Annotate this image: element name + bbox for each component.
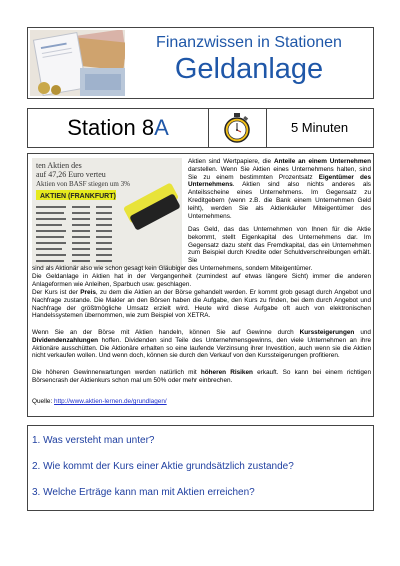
paragraph-2: Das Geld, das das Unternehmen von Ihnen für die Aktie bekommt, stellt Eigenkapital des Unternehmens dar. Im Gegensatz dazu steht das Fremdkapital, das ein Unternehmen zum Beispiel durch Kredite oder Schuldverschreibungen erhält. Sie — [188, 226, 371, 265]
reading-text-box — [27, 153, 374, 417]
source-link[interactable]: http://www.aktien-lernen.de/grundlagen/ — [54, 398, 167, 405]
paragraph-4: Der Kurs ist der Preis, zu dem die Aktien an der Börse gehandelt werden. Er kommt grob gesagt durch Angebot und Nachfrage zustande. Die Makler an den Börsen haben die Aufgabe, den Kurs zu finden, bei dem durch Angebot und Nachfrage der größtmögliche Umsatz erzielt wird. Heute wird diese Aufgabe oft auch von elektronischen Handelssystemen übernommen, wie zum Beispiel von XETRA. — [32, 289, 371, 320]
source-label: Quelle: — [32, 398, 55, 405]
station-bar — [27, 108, 374, 148]
stock-newspaper-photo — [32, 158, 182, 268]
stopwatch-icon — [208, 109, 266, 147]
station-label — [28, 109, 209, 147]
question-3: 3. Welche Erträge kann man mit Aktien erreichen? — [32, 487, 255, 498]
station-letter: A — [154, 115, 169, 140]
header-money-image — [30, 30, 125, 96]
photo-line-2: auf 47,26 Euro verteu — [36, 170, 106, 179]
source-line — [32, 398, 167, 405]
photo-line-3: Aktien von BASF stiegen um 3% — [36, 180, 130, 188]
paragraph-6: Die höheren Gewinnerwartungen werden natürlich mit höheren Risiken erkauft. So kann bei einem richtigen Börsencrash der Aktienkurs schon mal um 50% oder mehr einbrechen. — [32, 369, 371, 384]
paragraph-3: Die Geldanlage in Aktien hat in der Vergangenheit (zumindest auf etwas längere Sicht) immer die anderen Anlageformen wie Anleihen, Sparbuch usw. geschlagen. — [32, 273, 371, 288]
page-title: Geldanlage — [174, 53, 324, 85]
duration-label: 5 Minuten — [290, 120, 349, 135]
header-box — [27, 27, 374, 99]
photo-banner: AKTIEN (FRANKFURT) — [40, 193, 116, 200]
station-number: Station 8 — [67, 115, 155, 140]
series-title: Finanzwissen in Stationen — [156, 34, 342, 51]
timer-cell — [208, 109, 267, 147]
question-2: 2. Wie kommt der Kurs einer Aktie grundsätzlich zustande? — [32, 461, 294, 472]
question-1: 1. Was versteht man unter? — [32, 435, 155, 446]
paragraph-2-continued: sind als Aktionär also wie schon gesagt kein Gläubiger des Unternehmens, sondern Miteigentümer. — [32, 265, 313, 272]
questions-box — [27, 425, 374, 511]
paragraph-1: Aktien sind Wertpapiere, die Anteile an einem Unternehmen darstellen. Wenn Sie Aktien eines Unternehmens halten, sind Sie zu einem bestimmten Prozentsatz Eigentümer des Unternehmens. Aktien sind also nichts anderes als Anteilsscheine eines Unternehmens. Im Gegensatz zu Kreditgebern (wenn z.B. die Bank einem Unternehmen Geld leiht), werden Sie als Aktienkäufer Miteigentümer des Unternehmens. — [188, 158, 371, 220]
photo-line-1: ten Aktien des — [36, 161, 82, 170]
paragraph-5: Wenn Sie an der Börse mit Aktien handeln, können Sie auf Gewinne durch Kurssteigerungen und Dividendenzahlungen hoffen. Dividenden sind Teile des Unternehmensgewinns, den viele Unternehmen an ihre Aktionäre ausschütten. Die Aktionäre erhalten so eine laufende Verzinsung ihrer Investition, auch wenn sie die Aktien nicht verkaufen wollen. Und wenn doch, können sie durch den Verkauf von den Kurssteigerungen profitieren. — [32, 329, 371, 360]
